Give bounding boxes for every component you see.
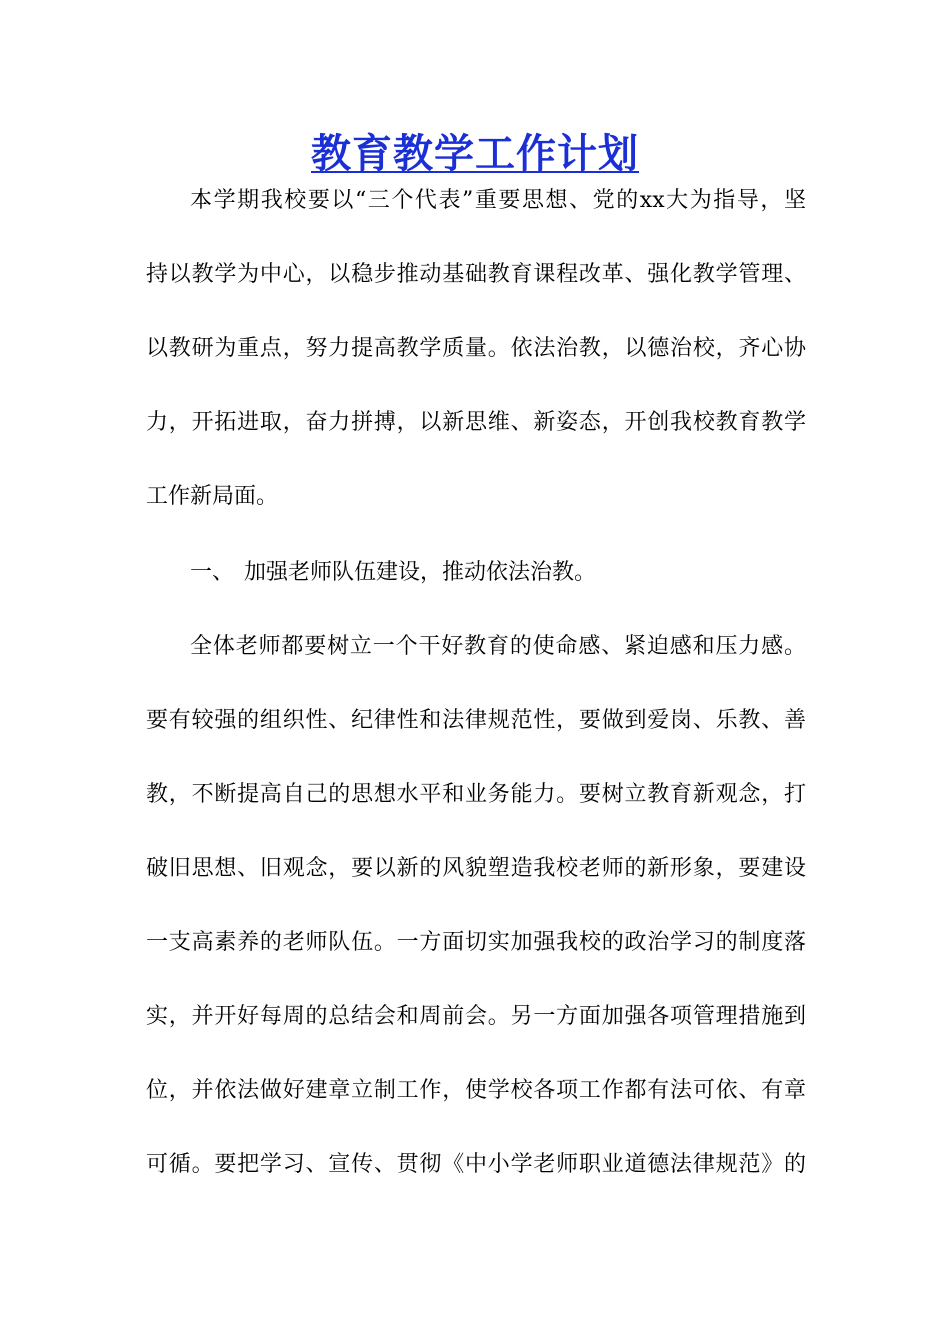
- paragraph-line: 位，并依法做好建章立制工作，使学校各项工作都有法可依、有章: [146, 1078, 806, 1103]
- paragraph-line: 持以教学为中心，以稳步推动基础教育课程改革、强化教学管理、: [146, 262, 806, 287]
- paragraph-line: 全体老师都要树立一个干好教育的使命感、紧迫感和压力感。: [190, 634, 806, 659]
- paragraph-line: 工作新局面。: [146, 484, 279, 509]
- paragraph-line: 破旧思想、旧观念，要以新的风貌塑造我校老师的新形象，要建设: [146, 856, 806, 881]
- document-title: 教育教学工作计划: [311, 130, 639, 177]
- paragraph-line: 实，并开好每周的总结会和周前会。另一方面加强各项管理措施到: [146, 1004, 806, 1029]
- section-heading-text: 加强老师队伍建设，推动依法治教。: [244, 560, 597, 585]
- paragraph-line: 以教研为重点，努力提高教学质量。依法治教，以德治校，齐心协: [146, 336, 806, 361]
- paragraph-line: 可循。要把学习、宣传、贯彻《中小学老师职业道德法律规范》的: [146, 1152, 806, 1177]
- paragraph-line: 本学期我校要以“三个代表”重要思想、党的xx大为指导，坚: [190, 188, 806, 213]
- section-heading: [190, 558, 806, 588]
- paragraph-line: 教，不断提高自己的思想水平和业务能力。要树立教育新观念，打: [146, 782, 806, 807]
- section-number: 一、: [190, 560, 235, 585]
- paragraph-line: 一支高素养的老师队伍。一方面切实加强我校的政治学习的制度落: [146, 930, 806, 955]
- paragraph-line: 力，开拓进取，奋力拼搏，以新思维、新姿态，开创我校教育教学: [146, 410, 806, 435]
- paragraph-line: 要有较强的组织性、纪律性和法律规范性，要做到爱岗、乐教、善: [146, 708, 806, 733]
